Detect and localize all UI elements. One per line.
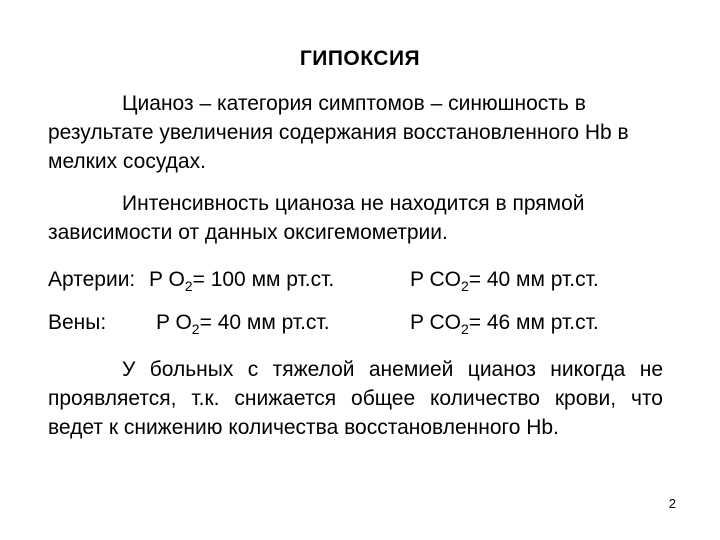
paragraph-cyanosis-definition (48, 89, 663, 176)
veins-pco2: P $CO_2= 46$ мм рт.ст. (410, 311, 599, 337)
paragraph-anemia (48, 355, 663, 442)
page-number: 2 (668, 496, 676, 511)
paragraph-cyanosis-intensity-text: Интенсивность цианоза не находится в прямой зависимости от данных оксигемометрии. (48, 192, 585, 244)
paragraph-cyanosis-definition-text: Цианоз – категория симптомов – синюшность в результате увеличения содержания восстановленного Hb в мелких сосудах. (48, 92, 629, 173)
arteries-po2: P $O_2= 100$ мм рт.ст. (149, 268, 335, 294)
paragraph-cyanosis-intensity (48, 189, 663, 247)
veins-row (48, 308, 668, 338)
arteries-pco2: P $CO_2= 40$ мм рт.ст. (410, 268, 599, 294)
slide-title: ГИПОКСИЯ (299, 47, 421, 70)
veins-po2: P $O_2= 40$ мм рт.ст. (156, 311, 330, 337)
paragraph-anemia-text: У больных с тяжелой анемией цианоз никогда не проявляется, т.к. снижается общее количество крови, что ведет к снижению количества восстановленного Hb. (48, 358, 663, 439)
arteries-label: Артерии: (48, 268, 136, 291)
veins-label: Вены: (48, 311, 107, 334)
arteries-row (48, 265, 668, 295)
